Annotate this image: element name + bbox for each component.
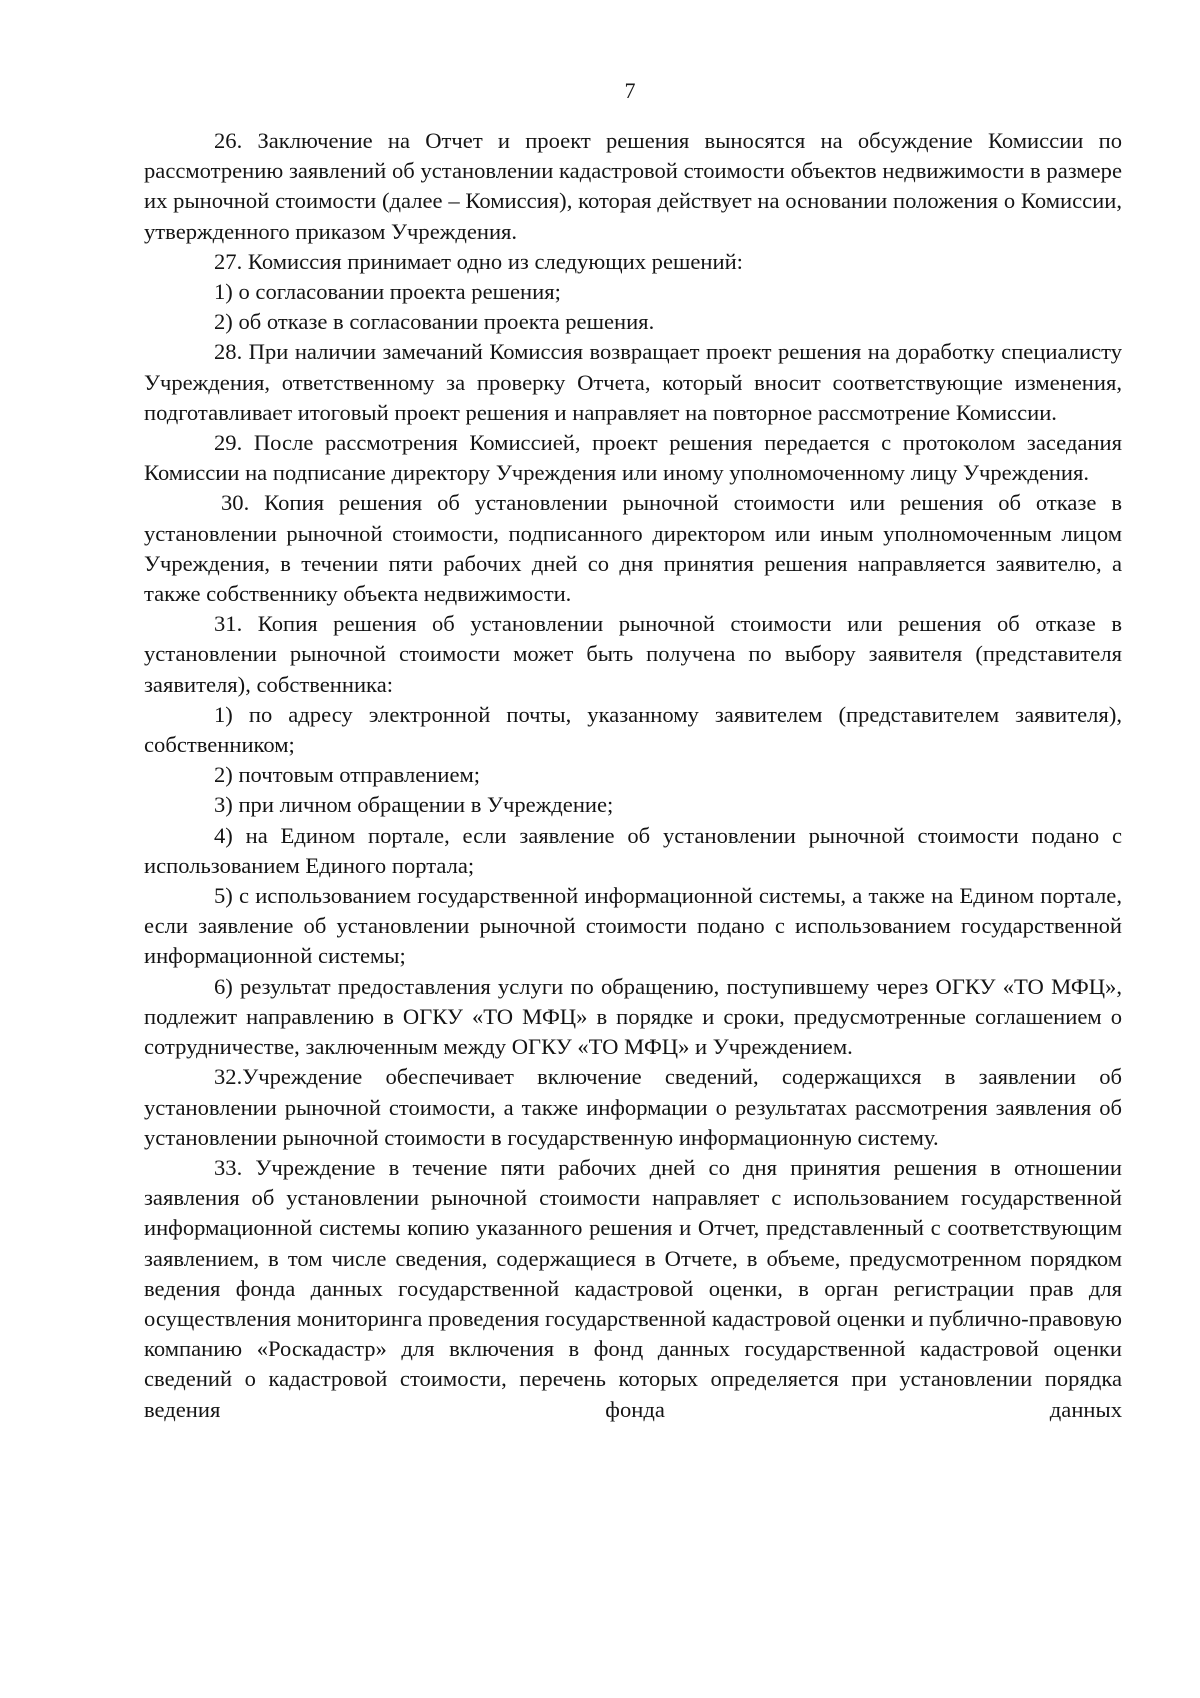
paragraph-31-item-1: 1) по адресу электронной почты, указанному заявителем (представителем заявителя), собственником; <box>144 701 1122 758</box>
paragraph-26: 26. Заключение на Отчет и проект решения выносятся на обсуждение Комиссии по рассмотрению заявлений об установлении кадастровой стоимости объектов недвижимости в размере их рыночной стоимости (далее – Комиссия), которая действует на основании положения о Комиссии, утвержденного приказом Учреждения. <box>144 128 1122 244</box>
paragraph-31: 31. Копия решения об установлении рыночной стоимости или решения об отказе в установлении рыночной стоимости может быть получена по выбору заявителя (представителя заявителя), собственника: <box>144 611 1122 697</box>
paragraph-29: 29. После рассмотрения Комиссией, проект решения передается с протоколом заседания Комиссии на подписание директору Учреждения или иному уполномоченному лицу Учреждения. <box>144 430 1122 486</box>
paragraph-31-item-2: 2) почтовым отправлением; <box>214 762 481 788</box>
page-number: 7 <box>624 78 636 103</box>
paragraph-31-item-5: 5) с использованием государственной информационной системы, а также на Едином портале, если заявление об установлении рыночной стоимости подано с использованием государственной информационной системы; <box>144 883 1122 969</box>
paragraph-27: 27. Комиссия принимает одно из следующих решений: <box>214 248 743 274</box>
paragraph-31-item-3: 3) при личном обращении в Учреждение; <box>214 792 614 818</box>
paragraph-30: 30. Копия решения об установлении рыночной стоимости или решения об отказе в установлении рыночной стоимости, подписанного директором или иным уполномоченным лицом Учреждения, в течении пяти рабочих дней со дня принятия решения направляется заявителю, а также собственнику объекта недвижимости. <box>144 490 1122 607</box>
paragraph-33: 33. Учреждение в течение пяти рабочих дней со дня принятия решения в отношении заявления об установлении рыночной стоимости направляет с использованием государственной информационной системы копию указанного решения и Отчет, представленный с соответствующим заявлением, в том числе сведения, содержащиеся в Отчете, в объеме, предусмотренном порядком ведения фонда данных государственной кадастровой оценки, в орган регистрации прав для осуществления мониторинга проведения государственной кадастровой оценки и публично-правовую компанию «Роскадастр» для включения в фонд данных государственной кадастровой оценки сведений о кадастровой стоимости, перечень которых определяется при установлении порядка ведения фонда данных <box>144 1154 1122 1422</box>
paragraph-31-item-6: 6) результат предоставления услуги по обращению, поступившему через ОГКУ «ТО МФЦ», подлежит направлению в ОГКУ «ТО МФЦ» в порядке и сроки, предусмотренные соглашением о сотрудничестве, заключенным между ОГКУ «ТО МФЦ» и Учреждением. <box>144 973 1122 1060</box>
paragraph-27-item-1: 1) о согласовании проекта решения; <box>214 279 561 305</box>
paragraph-31-item-4: 4) на Едином портале, если заявление об установлении рыночной стоимости подано с использованием Единого портала; <box>144 822 1122 878</box>
document-body <box>144 126 1122 1425</box>
paragraph-32: 32.Учреждение обеспечивает включение сведений, содержащихся в заявлении об установлении рыночной стоимости, а также информации о результатах рассмотрения заявления об установлении рыночной стоимости в государственную информационную систему. <box>144 1064 1122 1150</box>
paragraph-27-item-2: 2) об отказе в согласовании проекта решения. <box>214 309 655 335</box>
paragraph-28: 28. При наличии замечаний Комиссия возвращает проект решения на доработку специалисту Учреждения, ответственному за проверку Отчета, который вносит соответствующие изменения, подготавливает итоговый проект решения и направляет на повторное рассмотрение Комиссии. <box>144 339 1122 425</box>
